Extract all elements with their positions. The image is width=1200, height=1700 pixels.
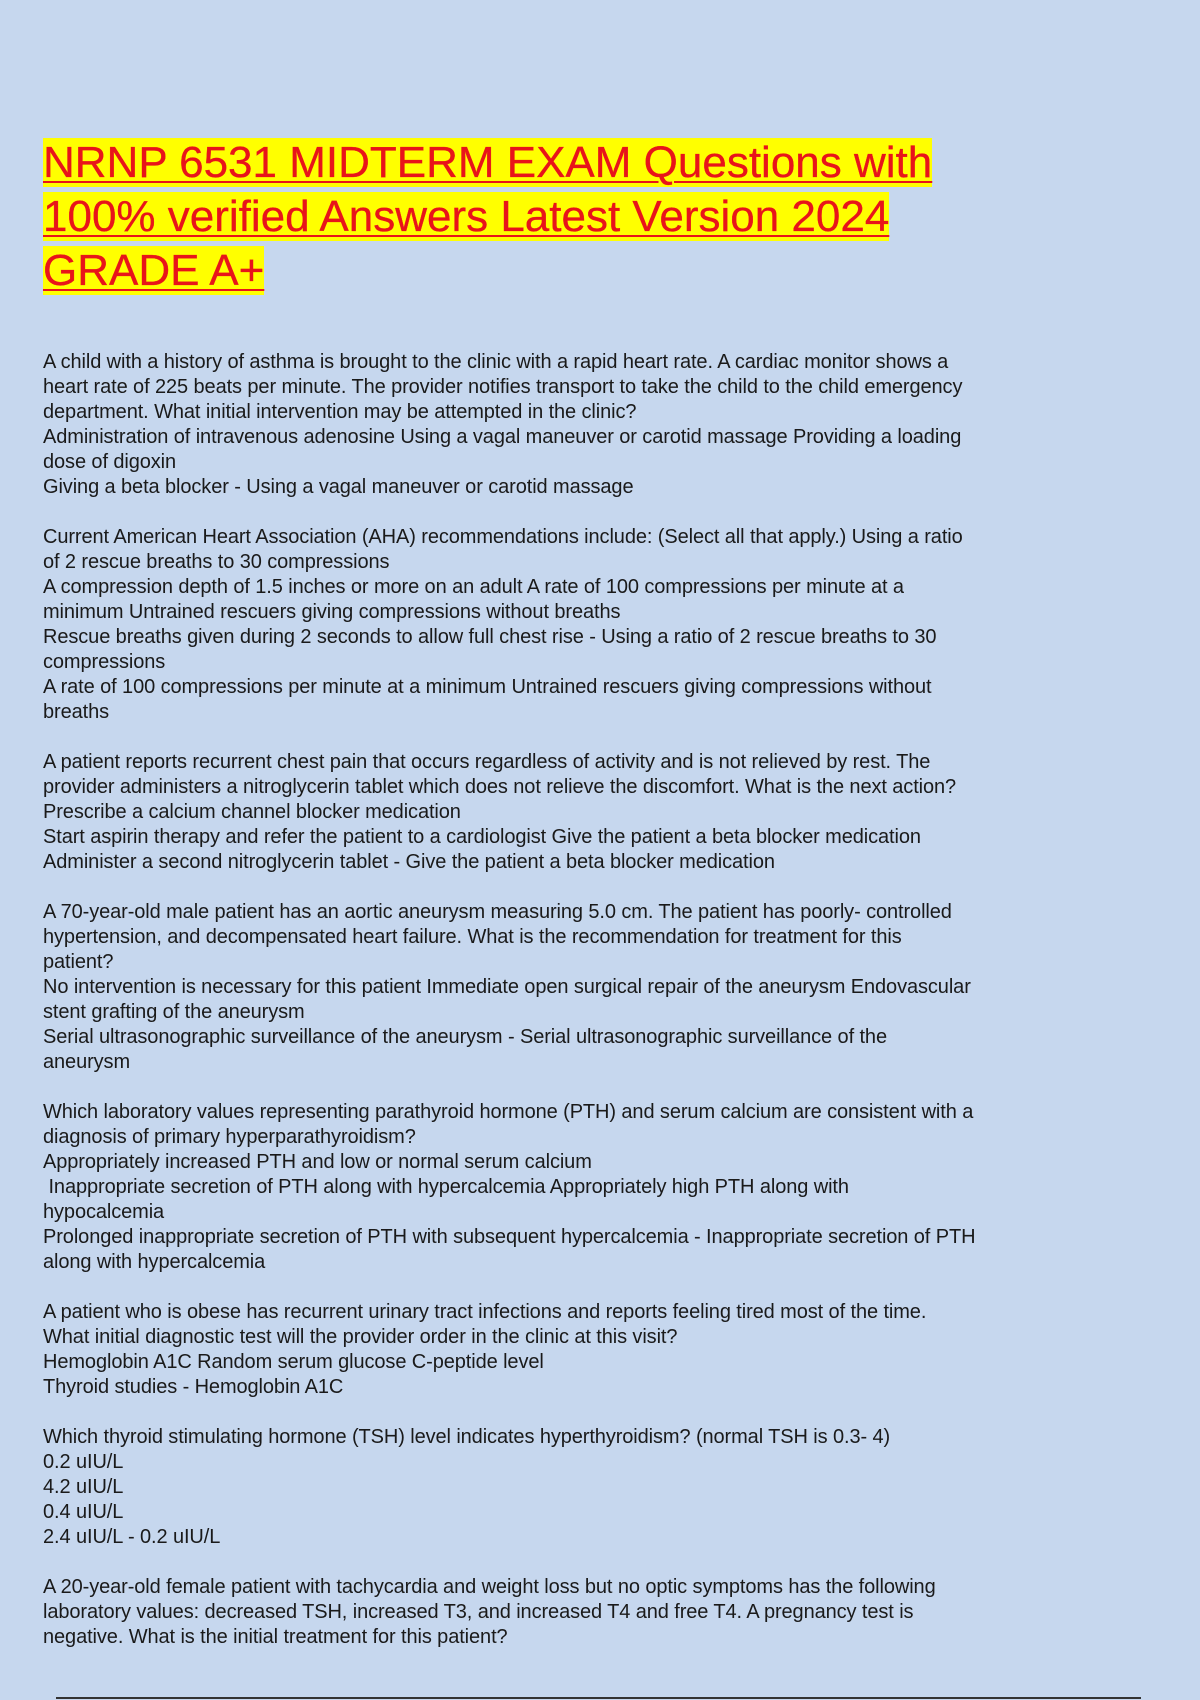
answer-line: Start aspirin therapy and refer the patient to a cardiologist Give the patient a beta blocker medication <box>43 826 921 848</box>
answer-line: No intervention is necessary for this patient Immediate open surgical repair of the aneurysm Endovascular <box>43 976 971 998</box>
question-block <box>43 525 1133 725</box>
answer-line: aneurysm <box>43 1051 131 1073</box>
answer-line: along with hypercalcemia <box>43 1251 266 1273</box>
question-block <box>43 750 1133 875</box>
answer-line: Serial ultrasonographic surveillance of the aneurysm - Serial ultrasonographic surveillance of the <box>43 1026 887 1048</box>
question-line: diagnosis of primary hyperparathyroidism? <box>43 1126 416 1148</box>
question-line: heart rate of 225 beats per minute. The provider notifies transport to take the child to the child emergency <box>43 376 963 398</box>
question-line: A 70-year-old male patient has an aortic aneurysm measuring 5.0 cm. The patient has poorly- controlled <box>43 901 952 923</box>
question-line: negative. What is the initial treatment for this patient? <box>43 1626 508 1648</box>
answer-line: Appropriately increased PTH and low or normal serum calcium <box>43 1151 592 1173</box>
question-block <box>43 1300 1133 1400</box>
question-line: of 2 rescue breaths to 30 compressions <box>43 551 390 573</box>
document-title <box>43 136 1133 298</box>
answer-line: 0.2 uIU/L <box>43 1451 124 1473</box>
answer-line: 4.2 uIU/L <box>43 1476 124 1498</box>
question-line: Which laboratory values representing parathyroid hormone (PTH) and serum calcium are consistent with a <box>43 1101 974 1123</box>
answer-line: Administration of intravenous adenosine Using a vagal maneuver or carotid massage Providing a loading <box>43 426 962 448</box>
title-line-2: 100% verified Answers Latest Version 2024 <box>43 192 890 241</box>
answer-line: A rate of 100 compressions per minute at a minimum Untrained rescuers giving compressions without <box>43 676 932 698</box>
answer-line: compressions <box>43 651 166 673</box>
question-line: provider administers a nitroglycerin tablet which does not relieve the discomfort. What is the next action? <box>43 776 957 798</box>
answer-line: 0.4 uIU/L <box>43 1501 124 1523</box>
question-block <box>43 1575 1133 1650</box>
answer-line: Thyroid studies - Hemoglobin A1C <box>43 1376 344 1398</box>
title-line-1: NRNP 6531 MIDTERM EXAM Questions with <box>43 138 933 187</box>
question-line: hypertension, and decompensated heart failure. What is the recommendation for treatment for this <box>43 926 902 948</box>
question-line: A patient reports recurrent chest pain that occurs regardless of activity and is not relieved by rest. The <box>43 751 931 773</box>
question-list <box>43 350 1133 1650</box>
question-line: department. What initial intervention may be attempted in the clinic? <box>43 401 637 423</box>
answer-line: Prolonged inappropriate secretion of PTH with subsequent hypercalcemia - Inappropriate secretion of PTH <box>43 1226 976 1248</box>
answer-line: Rescue breaths given during 2 seconds to allow full chest rise - Using a ratio of 2 rescue breaths to 30 <box>43 626 937 648</box>
answer-line: Inappropriate secretion of PTH along with hypercalcemia Appropriately high PTH along with <box>43 1176 849 1198</box>
question-block <box>43 1425 1133 1550</box>
answer-line: dose of digoxin <box>43 451 177 473</box>
question-line: patient? <box>43 951 114 973</box>
question-line: A 20-year-old female patient with tachycardia and weight loss but no optic symptoms has the following <box>43 1576 936 1598</box>
answer-line: Giving a beta blocker - Using a vagal maneuver or carotid massage <box>43 476 634 498</box>
answer-line: minimum Untrained rescuers giving compressions without breaths <box>43 601 621 623</box>
answer-line: Prescribe a calcium channel blocker medication <box>43 801 461 823</box>
answer-line: 2.4 uIU/L - 0.2 uIU/L <box>43 1526 221 1548</box>
question-line: Current American Heart Association (AHA) recommendations include: (Select all that apply.) Using a ratio <box>43 526 963 548</box>
question-line: laboratory values: decreased TSH, increased T3, and increased T4 and free T4. A pregnancy test is <box>43 1601 914 1623</box>
question-block <box>43 900 1133 1075</box>
answer-line: breaths <box>43 701 110 723</box>
question-line: A patient who is obese has recurrent urinary tract infections and reports feeling tired most of the time. <box>43 1301 927 1323</box>
question-block <box>43 1100 1133 1275</box>
question-line: What initial diagnostic test will the provider order in the clinic at this visit? <box>43 1326 678 1348</box>
question-line: A child with a history of asthma is brought to the clinic with a rapid heart rate. A cardiac monitor shows a <box>43 351 949 373</box>
answer-line: hypocalcemia <box>43 1201 165 1223</box>
answer-line: Administer a second nitroglycerin tablet - Give the patient a beta blocker medication <box>43 851 775 873</box>
page-bottom-divider <box>56 1697 1141 1699</box>
question-block <box>43 350 1133 500</box>
answer-line: Hemoglobin A1C Random serum glucose C-peptide level <box>43 1351 544 1373</box>
answer-line: stent grafting of the aneurysm <box>43 1001 305 1023</box>
title-line-3: GRADE A+ <box>43 246 265 295</box>
answer-line: A compression depth of 1.5 inches or more on an adult A rate of 100 compressions per minute at a <box>43 576 904 598</box>
question-line: Which thyroid stimulating hormone (TSH) level indicates hyperthyroidism? (normal TSH is 0.3- 4) <box>43 1426 891 1448</box>
document-page <box>43 136 1133 1675</box>
